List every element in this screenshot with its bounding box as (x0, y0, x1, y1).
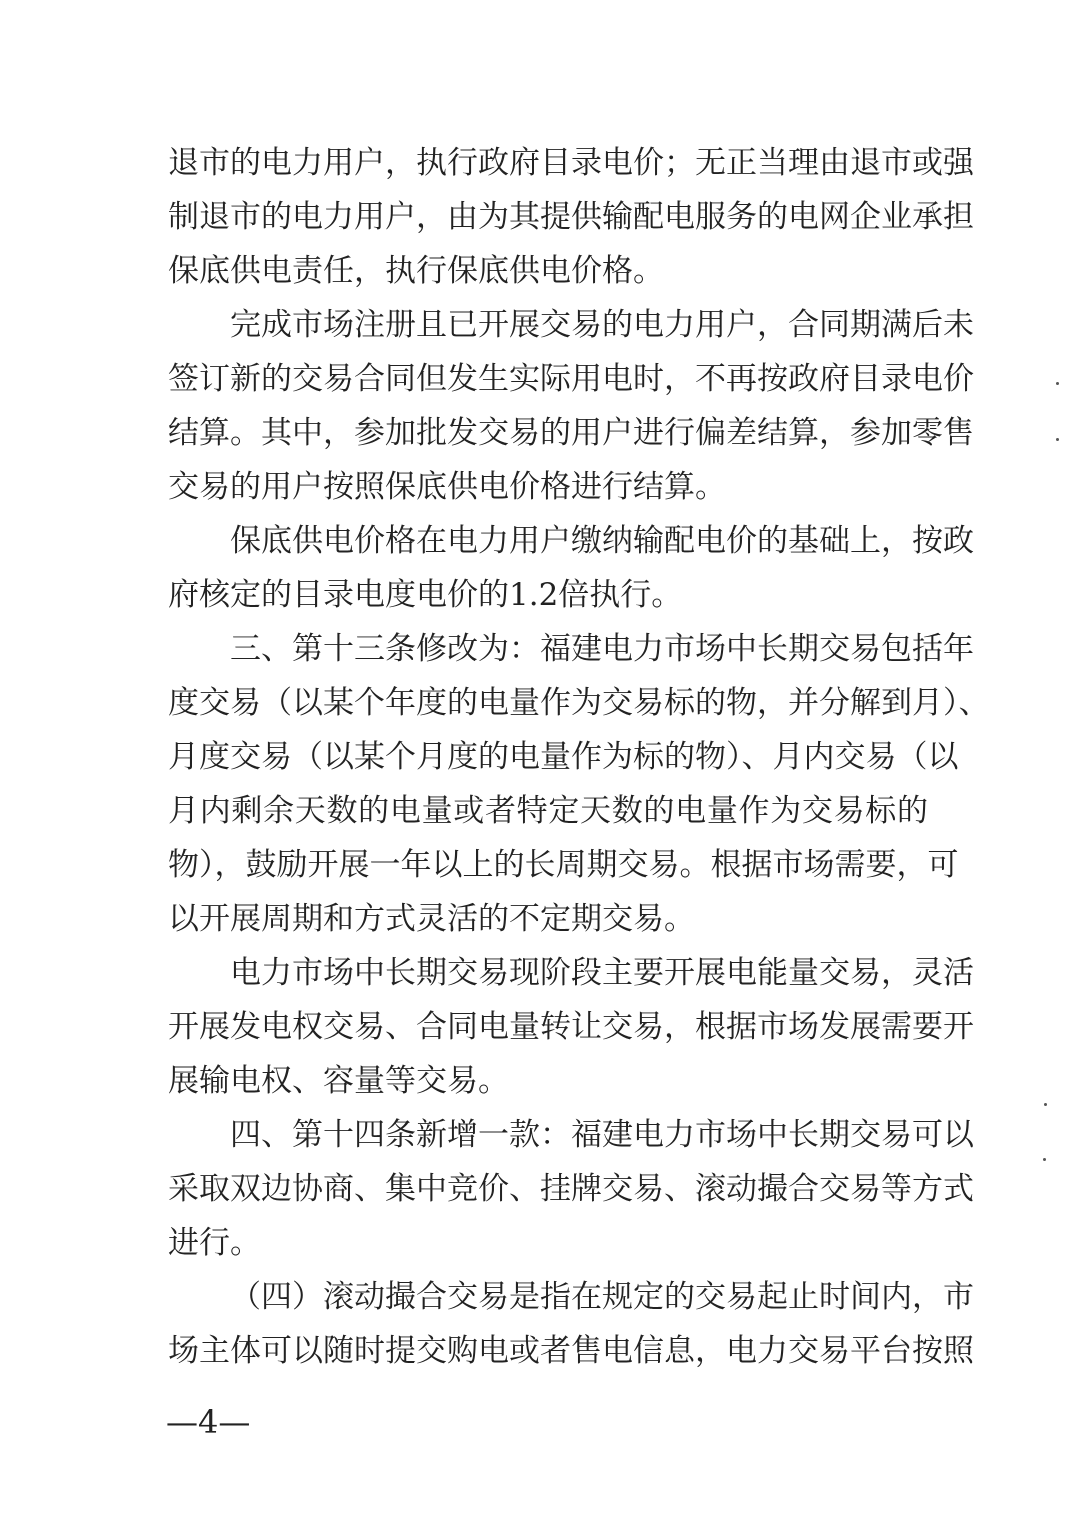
text-line-22: （四）滚动撮合交易是指在规定的交易起止时间内，市 (230, 1279, 974, 1315)
text-line-15: 以开展周期和方式灵活的不定期交易。 (168, 901, 695, 937)
text-line-9: 府核定的目录电度电价的1.2倍执行。 (168, 577, 683, 613)
text-line-20: 采取双边协商、集中竞价、挂牌交易、滚动撮合交易等方式 (168, 1171, 974, 1207)
page-number: —4— (166, 1403, 251, 1441)
scan-mark (1043, 1158, 1046, 1161)
text-line-13: 月内剩余天数的电量或者特定天数的电量作为交易标的 (168, 793, 928, 829)
text-line-19: 四、第十四条新增一款：福建电力市场中长期交易可以 (230, 1117, 974, 1153)
text-line-18: 展输电权、容量等交易。 (168, 1063, 509, 1099)
text-line-16: 电力市场中长期交易现阶段主要开展电能量交易，灵活 (230, 955, 974, 991)
text-line-7: 交易的用户按照保底供电价格进行结算。 (168, 469, 726, 505)
text-line-12: 月度交易（以某个月度的电量作为标的物）、月内交易（以 (168, 739, 959, 775)
text-line-21: 进行。 (168, 1225, 261, 1261)
text-line-6: 结算。其中，参加批发交易的用户进行偏差结算，参加零售 (168, 415, 974, 451)
text-line-5: 签订新的交易合同但发生实际用电时，不再按政府目录电价 (168, 361, 974, 397)
text-line-11: 度交易（以某个年度的电量作为交易标的物，并分解到月）、 (168, 685, 990, 721)
text-line-1: 退市的电力用户，执行政府目录电价；无正当理由退市或强 (168, 145, 974, 181)
text-line-3: 保底供电责任，执行保底供电价格。 (168, 253, 664, 289)
text-line-17: 开展发电权交易、合同电量转让交易，根据市场发展需要开 (168, 1009, 974, 1045)
text-line-8: 保底供电价格在电力用户缴纳输配电价的基础上，按政 (230, 523, 974, 559)
text-line-4: 完成市场注册且已开展交易的电力用户，合同期满后未 (230, 307, 974, 343)
text-line-2: 制退市的电力用户，由为其提供输配电服务的电网企业承担 (168, 199, 974, 235)
text-line-10: 三、第十三条修改为：福建电力市场中长期交易包括年 (230, 631, 974, 667)
text-line-14: 物），鼓励开展一年以上的长周期交易。根据市场需要，可 (168, 847, 959, 883)
scan-mark (1056, 438, 1059, 441)
scan-mark (1044, 1103, 1047, 1106)
text-line-23: 场主体可以随时提交购电或者售电信息，电力交易平台按照 (168, 1333, 974, 1369)
scan-mark (1056, 382, 1059, 385)
